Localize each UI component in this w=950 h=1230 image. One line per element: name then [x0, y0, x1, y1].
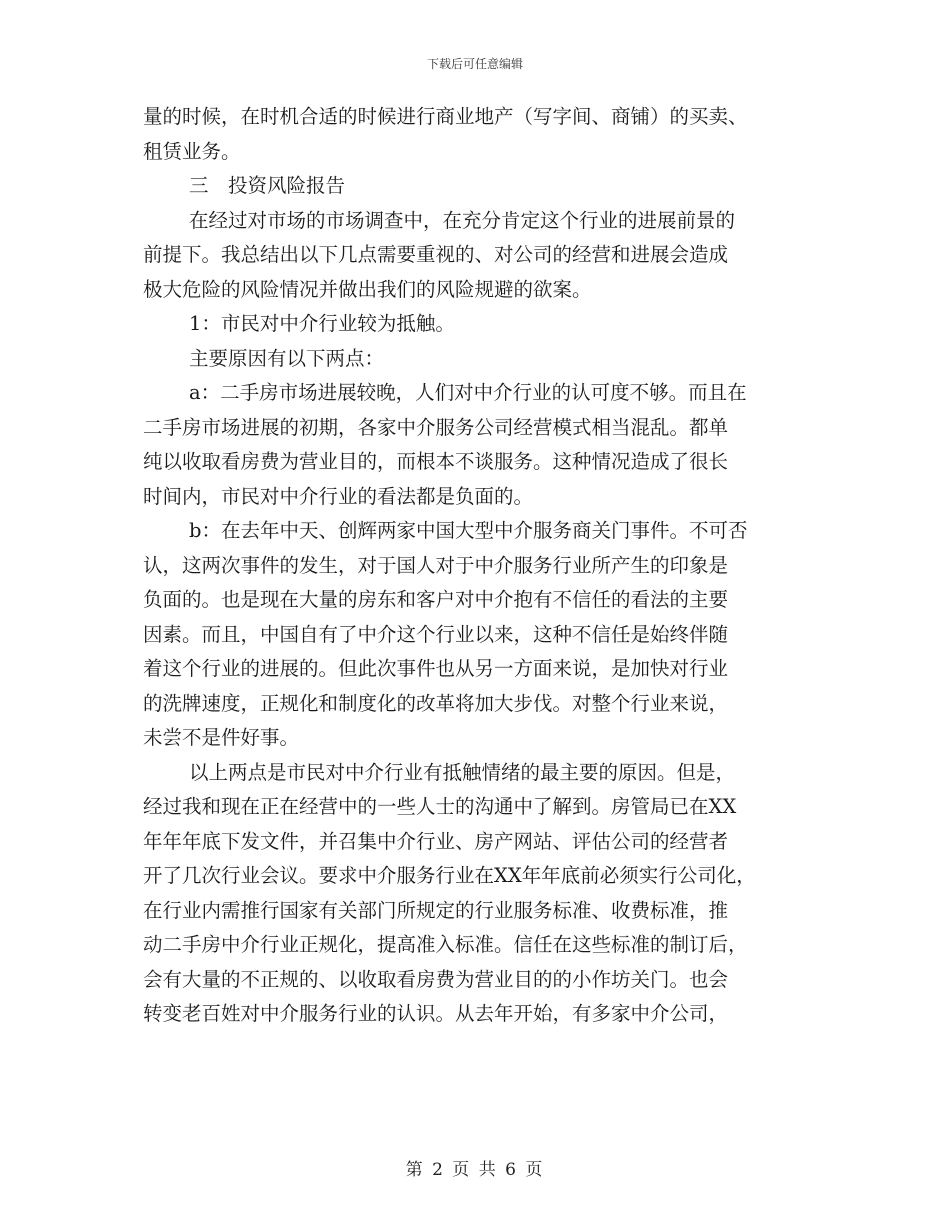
text-line: 认，这两次事件的发生，对于国人对于中介服务行业所产生的印象是 — [143, 553, 729, 577]
text-line: 着这个行业的进展的。但此次事件也从另一方面来说，是加快对行业 — [143, 657, 729, 680]
document-body — [143, 100, 813, 1032]
page-footer: 第 2 页 共 6 页 — [405, 1160, 545, 1180]
text-line: 开了几次行业会议。要求中介服务行业在XX年年底前必须实行公司化， — [143, 864, 756, 887]
text-line: 三 投资风险报告 — [189, 174, 346, 197]
text-line: a：二手房市场进展较晚，人们对中介行业的认可度不够。而且在 — [189, 381, 747, 404]
text-line: 年年年底下发文件，并召集中介行业、房产网站、评估公司的经营者 — [143, 829, 729, 853]
text-line: 租赁业务。 — [143, 139, 241, 163]
page-header: 下载后可任意编辑 — [426, 57, 523, 71]
text-line: 在行业内需推行国家有关部门所规定的行业服务标准、收费标准，推 — [143, 898, 729, 922]
text-line: 负面的。也是现在大量的房东和客户对中介抱有不信任的看法的主要 — [143, 588, 729, 611]
text-line: 转变老百姓对中介服务行业的认识。从去年开始，有多家中介公司， — [143, 1002, 729, 1025]
text-line: 主要原因有以下两点： — [189, 346, 385, 370]
text-line: 时间内，市民对中介行业的看法都是负面的。 — [143, 484, 534, 508]
text-line: 以上两点是市民对中介行业有抵触情绪的最主要的原因。但是， — [189, 760, 736, 784]
text-line: 前提下。我总结出以下几点需要重视的、对公司的经营和进展会造成 — [143, 243, 729, 266]
text-line: 动二手房中介行业正规化，提高准入标准。信任在这些标准的制订后， — [143, 933, 748, 956]
text-line: 极大危险的风险情况并做出我们的风险规避的欲案。 — [143, 277, 592, 301]
text-line: 未尝不是件好事。 — [143, 726, 300, 749]
text-line: 经过我和现在正在经营中的一些人士的沟通中了解到。房管局已在XX — [143, 795, 737, 818]
text-line: 纯以收取看房费为营业目的，而根本不谈服务。这种情况造成了很长 — [143, 450, 729, 473]
text-line: 因素。而且，中国自有了中介这个行业以来，这种不信任是始终伴随 — [143, 622, 729, 646]
text-line: 量的时候，在时机合适的时候进行商业地产（写字间、商铺）的买卖、 — [143, 105, 748, 128]
text-line: 二手房市场进展的初期，各家中介服务公司经营模式相当混乱。都单 — [143, 415, 729, 439]
text-line: 在经过对市场的市场调查中，在充分肯定这个行业的进展前景的 — [189, 208, 736, 232]
text-line: 会有大量的不正规的、以收取看房费为营业目的的小作坊关门。也会 — [143, 967, 729, 991]
text-line: 的洗牌速度，正规化和制度化的改革将加大步伐。对整个行业来说， — [143, 691, 729, 715]
text-line: b：在去年中天、创辉两家中国大型中介服务商关门事件。不可否 — [189, 519, 748, 542]
text-line: 1：市民对中介行业较为抵触。 — [189, 312, 455, 335]
